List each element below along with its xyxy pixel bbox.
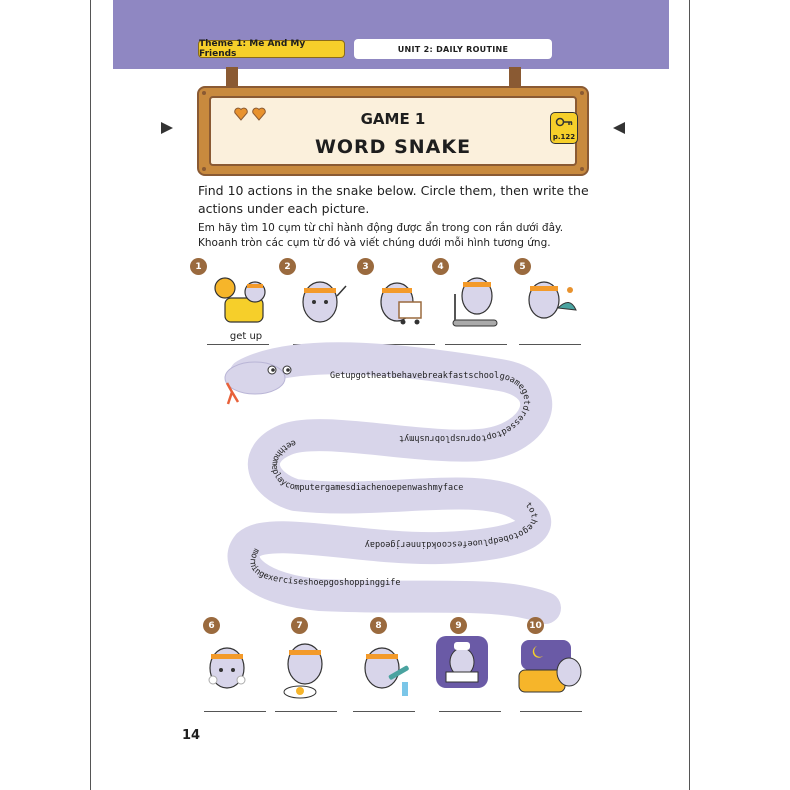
picture-number-badge: 3 xyxy=(357,258,374,275)
theme-label: Theme 1: Me And My Friends xyxy=(198,40,345,58)
game-number: GAME 1 xyxy=(360,110,426,128)
snake-row-text: eethhomeplaycomputergamesdiachenoepenwashmyface xyxy=(269,437,464,494)
picture-number-badge: 10 xyxy=(527,617,544,634)
picture-number-badge: 8 xyxy=(370,617,387,634)
page-number: 14 xyxy=(182,728,201,743)
brushing-teeth-icon xyxy=(352,636,422,706)
snake-row-text: tothegotobedpluoefescookdinnerjgeoday xyxy=(364,500,539,550)
hand-washing-icon xyxy=(193,636,263,706)
picture-number-badge: 7 xyxy=(291,617,308,634)
picture-number-badge: 9 xyxy=(450,617,467,634)
instructions-english: Find 10 actions in the snake below. Circle them, then write the actions under each picture. xyxy=(198,183,589,216)
instructions-vietnamese: Em hãy tìm 10 cụm từ chỉ hành động được ẩn trong con rắn dưới đây. Khoanh tròn các cụm từ đó và viết chúng dưới mỗi hình tương ứng. xyxy=(198,222,564,249)
snake-head xyxy=(225,362,285,394)
unit-label: UNIT 2: DAILY ROUTINE xyxy=(354,39,552,59)
going-to-bed-icon xyxy=(517,636,587,706)
snake-row-text: morningexerciseshoepgoshoppinggife xyxy=(247,546,401,589)
picture-number-badge: 5 xyxy=(514,258,531,275)
game-title: WORD SNAKE xyxy=(314,136,472,158)
picture-number-badge: 1 xyxy=(190,258,207,275)
picture-number-badge: 4 xyxy=(432,258,449,275)
answer-line[interactable] xyxy=(353,711,415,712)
picture-number-badge: 6 xyxy=(203,617,220,634)
snake-row-text: Getupgotheatbehavebreakfastschoolgoamegetdressedtoptoprusplobrushmyt xyxy=(330,371,532,443)
page-reference: p.122 xyxy=(552,133,576,141)
eating-breakfast-icon xyxy=(270,636,340,706)
answer-line[interactable] xyxy=(204,711,266,712)
cooking-chef-icon xyxy=(436,636,506,706)
answer-line[interactable] xyxy=(520,711,582,712)
answer-line[interactable] xyxy=(275,711,337,712)
answer-text: get up xyxy=(229,331,263,342)
picture-number-badge: 2 xyxy=(279,258,296,275)
answer-line[interactable] xyxy=(439,711,501,712)
